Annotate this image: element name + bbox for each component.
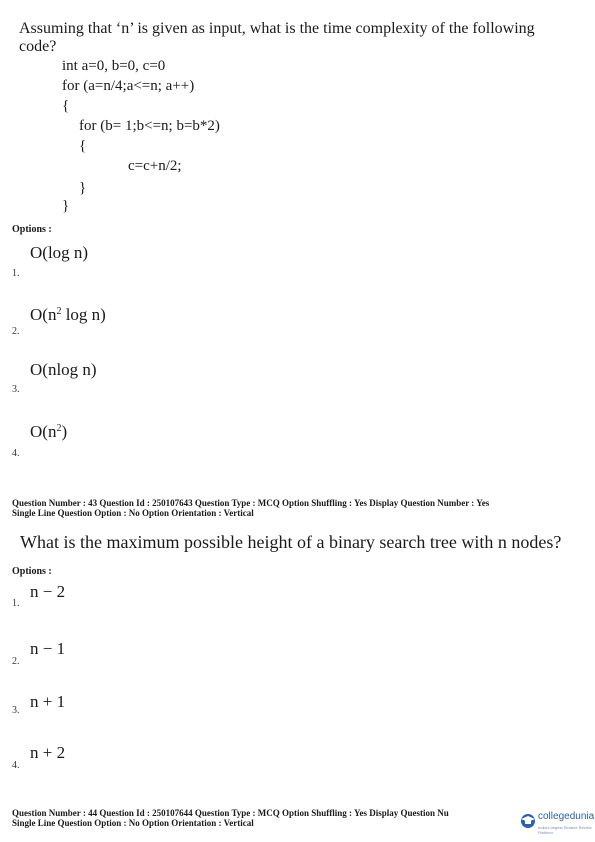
code-line: } <box>79 180 87 196</box>
option-value: n − 1 <box>30 639 66 658</box>
question-1-text-line1: Assuming that ‘n’ is given as input, what is the time complexity of the following <box>19 20 535 37</box>
graduation-cap-icon <box>519 811 537 829</box>
collegedunia-logo <box>519 808 595 836</box>
logo-tagline: India's largest Student Review Platform <box>538 825 592 835</box>
option-value: n − 2 <box>30 582 66 601</box>
option-number: 1. <box>12 268 20 279</box>
option-value: $O(n^2$ log n) <box>30 305 106 324</box>
option-value: n + 2 <box>30 743 66 762</box>
option-value: O(log n) <box>30 243 89 262</box>
question-meta: Single Line Question Option : No Option Orientation : Vertical <box>12 818 254 828</box>
question-2-text: What is the maximum possible height of a binary search tree with n nodes? <box>20 532 562 552</box>
option-number: 2. <box>12 656 20 667</box>
option-value: $O(n^2)$ <box>30 422 68 441</box>
options-label: Options : <box>12 224 52 235</box>
option-number: 2. <box>12 326 20 337</box>
question-meta: Question Number : 44 Question Id : 250107644 Question Type : MCQ Option Shuffling : Yes Display Question Nu <box>12 808 449 818</box>
option-value: n + 1 <box>30 692 66 711</box>
options-label: Options : <box>12 566 52 577</box>
option-number: 1. <box>12 598 20 609</box>
option-value: O(nlog n) <box>30 360 97 379</box>
option-number: 3. <box>12 384 20 395</box>
code-line: for (b= 1;b<=n; b=b*2) <box>79 118 220 134</box>
code-line: } <box>62 198 70 214</box>
option-number: 3. <box>12 705 20 716</box>
option-number: 4. <box>12 448 20 459</box>
code-line: { <box>79 138 87 154</box>
code-line: for (a=n/4;a<=n; a++) <box>62 78 195 94</box>
code-line: { <box>62 98 70 114</box>
code-line: c=c+n/2; <box>128 158 182 174</box>
code-line: int a=0, b=0, c=0 <box>62 58 166 74</box>
question-meta: Single Line Question Option : No Option Orientation : Vertical <box>12 508 254 518</box>
question-1-text-line2: code? <box>19 38 57 55</box>
logo-text: collegedunia <box>538 811 595 822</box>
question-meta: Question Number : 43 Question Id : 250107643 Question Type : MCQ Option Shuffling : Yes Display Question Number : Yes <box>12 498 490 508</box>
option-number: 4. <box>12 760 20 771</box>
